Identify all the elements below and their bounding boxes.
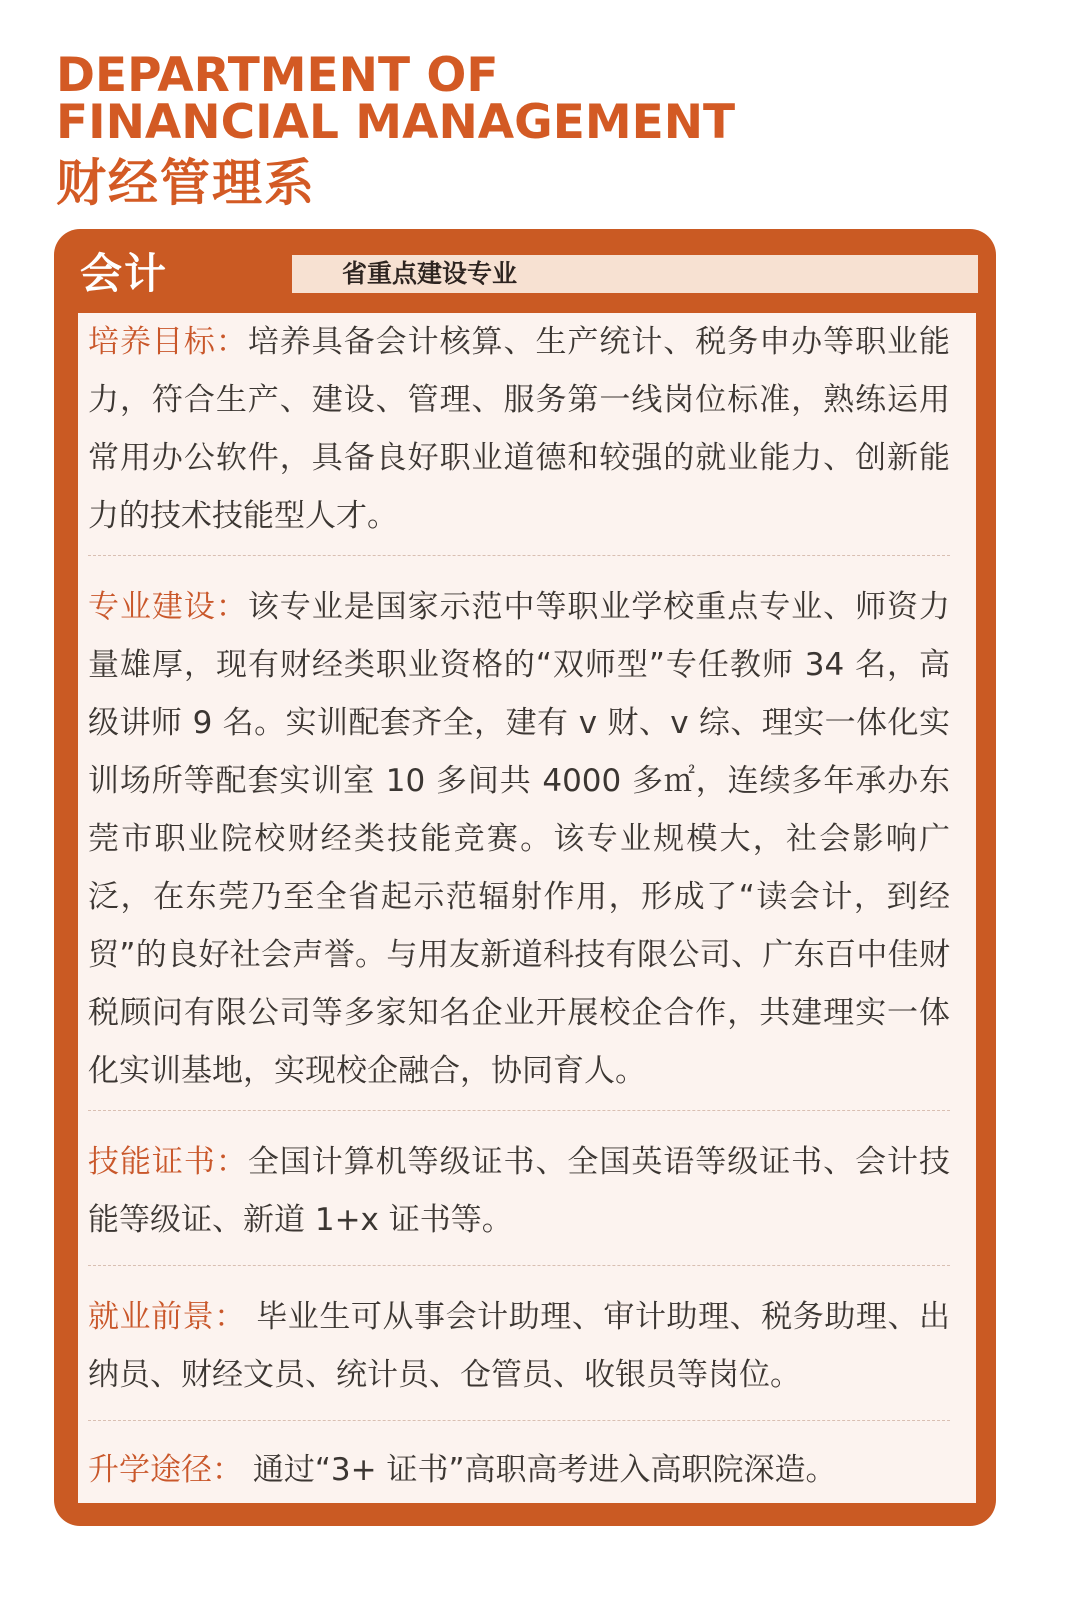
major-card	[54, 229, 996, 1526]
section-text: 培养具备会计核算、生产统计、税务申办等职业能力，符合生产、建设、管理、服务第一线岗位标准，熟练运用常用办公软件，具备良好职业道德和较强的就业能力、创新能力的技术技能型人才。	[88, 324, 951, 534]
department-header	[56, 48, 756, 212]
section-label: 就业前景：	[88, 1299, 246, 1335]
major-tag-bar	[292, 255, 978, 293]
section-major-construction	[88, 556, 950, 1100]
section-skill-certificates	[88, 1111, 950, 1255]
section-label: 技能证书：	[88, 1144, 248, 1180]
section-text: 该专业是国家示范中等职业学校重点专业、师资力量雄厚，现有财经类职业资格的“双师型”专任教师 34 名，高级讲师 9 名。实训配套齐全，建有 v 财、v 综、理实一体化实训场所等配套实训室 10 多间共 4000 多㎡，连续多年承办东莞市职业院校财经类技能竞赛。该专业规模大，社会影响广泛，在东莞乃至全省起示范辐射作用，形成了“读会计，到经贸”的良好社会声誉。与用友新道科技有限公司、广东百中佳财税顾问有限公司等多家知名企业开展校企合作，共建理实一体化实训基地，实现校企融合，协同育人。	[88, 589, 951, 1089]
section-label: 升学途径：	[88, 1452, 243, 1488]
major-name: 会计	[80, 249, 169, 298]
section-label: 专业建设：	[88, 589, 248, 625]
section-employment-prospects	[88, 1266, 950, 1410]
section-label: 培养目标：	[88, 324, 248, 360]
section-training-goal	[88, 313, 950, 545]
department-title-en-line2: FINANCIAL MANAGEMENT	[56, 95, 736, 150]
section-text: 通过“3+ 证书”高职高考进入高职院深造。	[243, 1452, 837, 1488]
section-text: 全国计算机等级证书、全国英语等级证书、会计技能等级证、新道 1+x 证书等。	[88, 1144, 951, 1238]
department-title-en-line1: DEPARTMENT OF	[56, 48, 499, 103]
department-title-cn: 财经管理系	[56, 154, 316, 212]
section-text: 毕业生可从事会计助理、审计助理、税务助理、出纳员、财经文员、统计员、仓管员、收银员等岗位。	[88, 1299, 951, 1393]
major-tag-label: 省重点建设专业	[342, 259, 518, 288]
major-content	[78, 313, 976, 1503]
section-further-study	[88, 1421, 950, 1499]
